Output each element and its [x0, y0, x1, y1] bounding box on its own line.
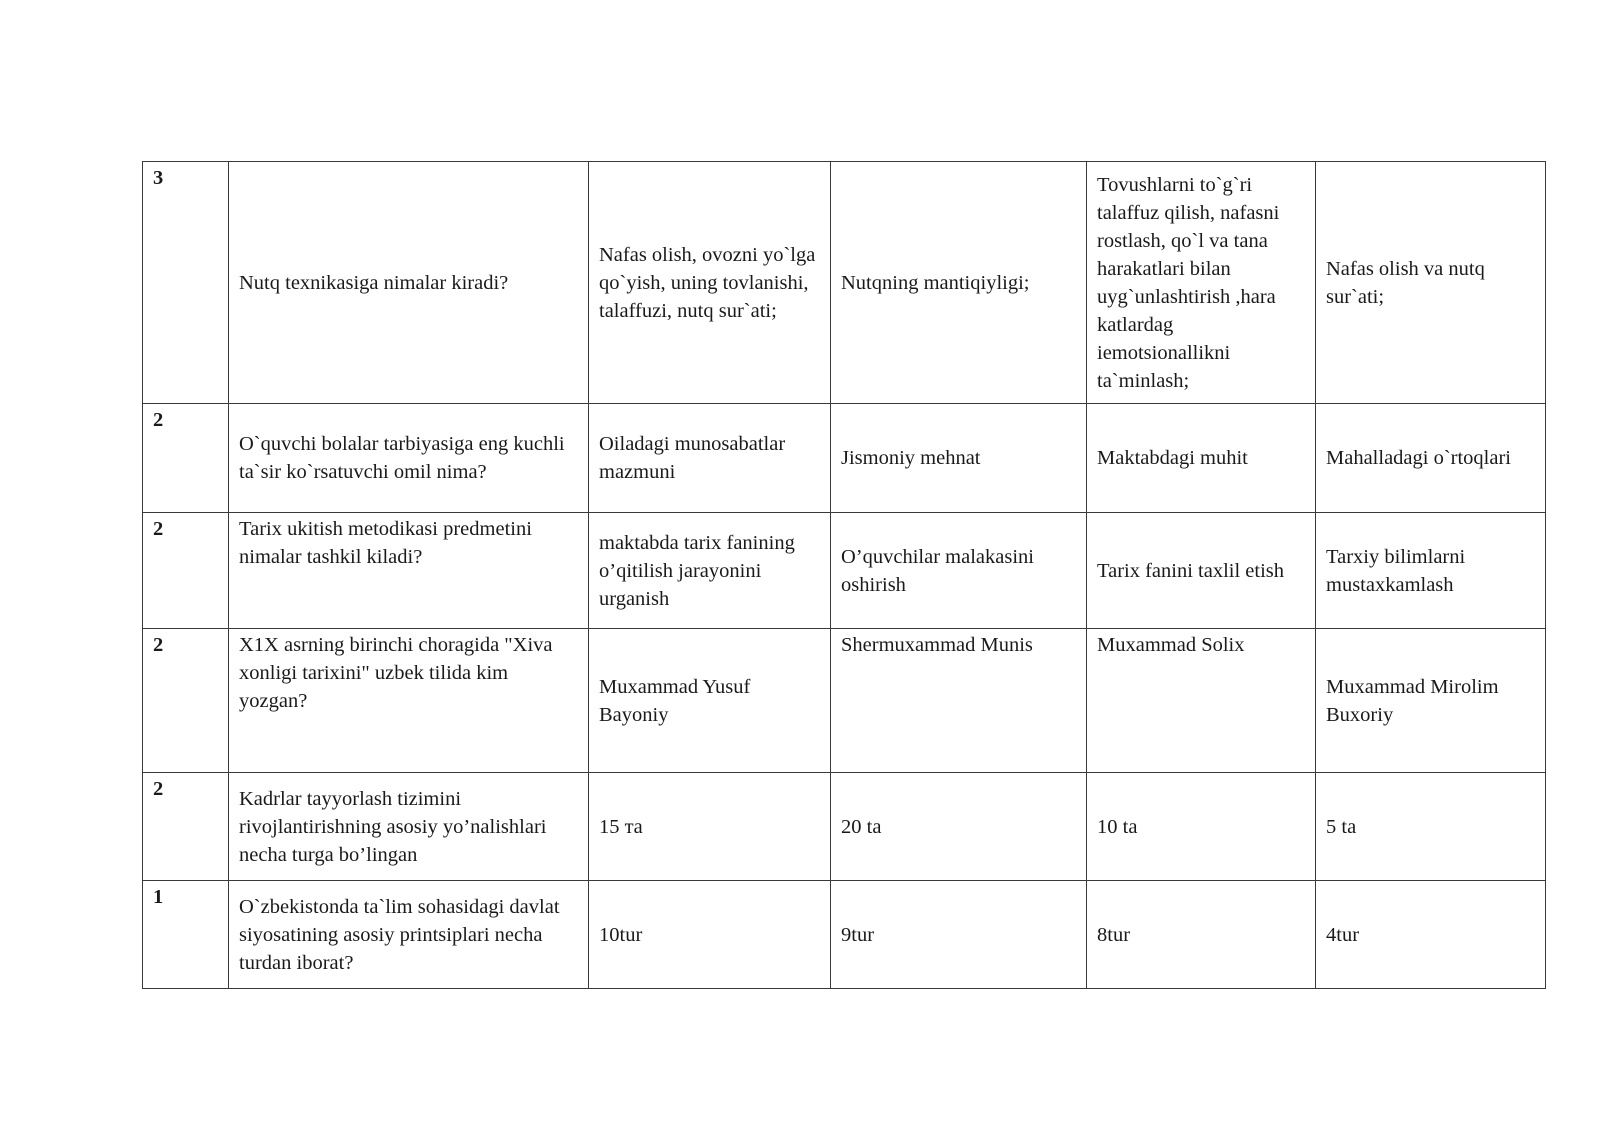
answer-cell-a: Oiladagi munosabatlar mazmuni	[589, 404, 831, 513]
answer-cell-a: 10tur	[589, 881, 831, 989]
answer-cell-a: maktabda tarix fanining o’qitilish jarayonini urganish	[589, 513, 831, 629]
table-row	[143, 881, 1546, 989]
answer-cell-c: Tarix fanini taxlil etish	[1087, 513, 1316, 629]
answer-cell-d: Tarxiy bilimlarni mustaxkamlash	[1316, 513, 1546, 629]
table-row	[143, 629, 1546, 773]
score-cell: 1	[143, 881, 229, 989]
table-row	[143, 513, 1546, 629]
answer-cell-d: Muxammad Mirolim Buxoriy	[1316, 629, 1546, 773]
answer-cell-d: 5 ta	[1316, 773, 1546, 881]
answer-cell-b: O’quvchilar malakasini oshirish	[831, 513, 1087, 629]
score-cell: 3	[143, 162, 229, 404]
score-cell: 2	[143, 629, 229, 773]
answer-cell-d: Mahalladagi o`rtoqlari	[1316, 404, 1546, 513]
score-cell: 2	[143, 773, 229, 881]
answer-cell-c: Tovushlarni to`g`ri talaffuz qilish, nafasni rostlash, qo`l va tana harakatlari bilan uyg`unlashtirish ,hara katlardag iemotsionallikni ta`minlash;	[1087, 162, 1316, 404]
question-cell: O`quvchi bolalar tarbiyasiga eng kuchli ta`sir ko`rsatuvchi omil nima?	[229, 404, 589, 513]
question-cell: Kadrlar tayyorlash tizimini rivojlantirishning asosiy yo’nalishlari necha turga bo’lingan	[229, 773, 589, 881]
answer-cell-d: Nafas olish va nutq sur`ati;	[1316, 162, 1546, 404]
score-cell: 2	[143, 513, 229, 629]
answer-cell-a: Muxammad Yusuf Bayoniy	[589, 629, 831, 773]
answer-cell-c: 8tur	[1087, 881, 1316, 989]
answer-cell-c: Maktabdagi muhit	[1087, 404, 1316, 513]
table-row	[143, 773, 1546, 881]
answer-cell-a: 15 тa	[589, 773, 831, 881]
answer-cell-b: Jismoniy mehnat	[831, 404, 1087, 513]
answer-cell-b: Shermuxammad Munis	[831, 629, 1087, 773]
answer-cell-d: 4tur	[1316, 881, 1546, 989]
question-cell: X1X asrning birinchi choragida "Xiva xonligi tarixini" uzbek tilida kim yozgan?	[229, 629, 589, 773]
table-row	[143, 404, 1546, 513]
question-cell: Tarix ukitish metodikasi predmetini nimalar tashkil kiladi?	[229, 513, 589, 629]
answer-cell-a: Nafas olish, ovozni yo`lga qo`yish, uning tovlanishi, talaffuzi, nutq sur`ati;	[589, 162, 831, 404]
question-cell: Nutq texnikasiga nimalar kiradi?	[229, 162, 589, 404]
answer-cell-b: 9tur	[831, 881, 1087, 989]
answer-cell-b: Nutqning mantiqiyligi;	[831, 162, 1087, 404]
table-row	[143, 162, 1546, 404]
question-cell: O`zbekistonda ta`lim sohasidagi davlat siyosatining asosiy printsiplari necha turdan iborat?	[229, 881, 589, 989]
answer-cell-c: 10 ta	[1087, 773, 1316, 881]
answer-cell-b: 20 ta	[831, 773, 1087, 881]
answer-cell-c: Muxammad Solix	[1087, 629, 1316, 773]
score-cell: 2	[143, 404, 229, 513]
questions-table	[142, 161, 1546, 989]
